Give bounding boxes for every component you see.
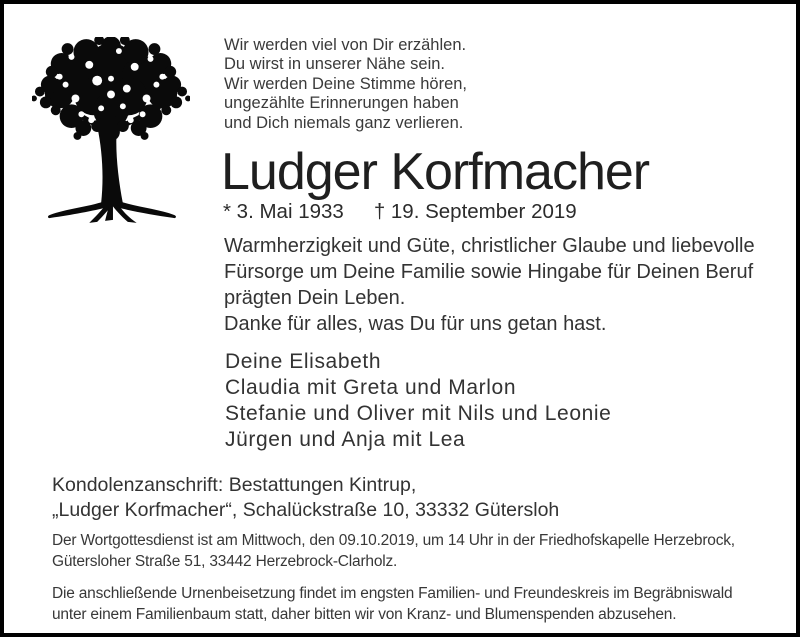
condolence-line: „Ludger Korfmacher“, Schalückstraße 10, 33332 Gütersloh bbox=[52, 499, 560, 521]
burial-line: Die anschließende Urnenbeisetzung findet im engsten Familien- und Freundeskreis im Begräbniswald bbox=[52, 585, 733, 602]
death-date: † 19. September 2019 bbox=[373, 200, 577, 223]
poem-line: Wir werden viel von Dir erzählen. bbox=[224, 36, 467, 54]
burial-info bbox=[52, 583, 732, 625]
poem-line: und Dich niemals ganz verlieren. bbox=[224, 113, 464, 132]
deceased-name: Ludger Korfmacher bbox=[221, 143, 650, 201]
tribute-line: Danke für alles, was Du für uns getan hast. bbox=[224, 313, 607, 335]
service-line: Gütersloher Straße 51, 33442 Herzebrock-Clarholz. bbox=[52, 553, 398, 570]
poem-line: Wir werden Deine Stimme hören, bbox=[224, 74, 468, 93]
mourner-line: Stefanie und Oliver mit Nils und Leonie bbox=[225, 402, 612, 425]
mourner-line: Claudia mit Greta und Marlon bbox=[225, 376, 517, 399]
memorial-poem bbox=[224, 36, 467, 133]
condolence-line: Kondolenzanschrift: Bestattungen Kintrup, bbox=[52, 474, 417, 496]
tribute-line: prägten Dein Leben. bbox=[224, 287, 406, 309]
tribute-text bbox=[224, 233, 755, 337]
tribute-line: Fürsorge um Deine Familie sowie Hingabe für Deinen Beruf bbox=[224, 261, 754, 283]
birth-date: * 3. Mai 1933 bbox=[223, 200, 344, 223]
mourner-line: Jürgen und Anja mit Lea bbox=[225, 428, 466, 451]
tribute-line: Warmherzigkeit und Güte, christlicher Glaube und liebevolle bbox=[224, 235, 755, 257]
mourner-line: Deine Elisabeth bbox=[225, 350, 382, 373]
burial-line: unter einem Familienbaum statt, daher bitten wir von Kranz- und Blumenspenden abzusehen. bbox=[52, 606, 677, 623]
service-info bbox=[52, 530, 735, 572]
poem-line: Du wirst in unserer Nähe sein. bbox=[224, 55, 446, 74]
service-line: Der Wortgottesdienst ist am Mittwoch, den 09.10.2019, um 14 Uhr in der Friedhofskapelle Herzebrock, bbox=[52, 532, 735, 549]
life-dates bbox=[223, 200, 577, 224]
poem-line: ungezählte Erinnerungen haben bbox=[224, 94, 459, 113]
condolence-address bbox=[52, 473, 559, 523]
mourners-list bbox=[225, 349, 611, 453]
tree-icon bbox=[32, 37, 190, 227]
